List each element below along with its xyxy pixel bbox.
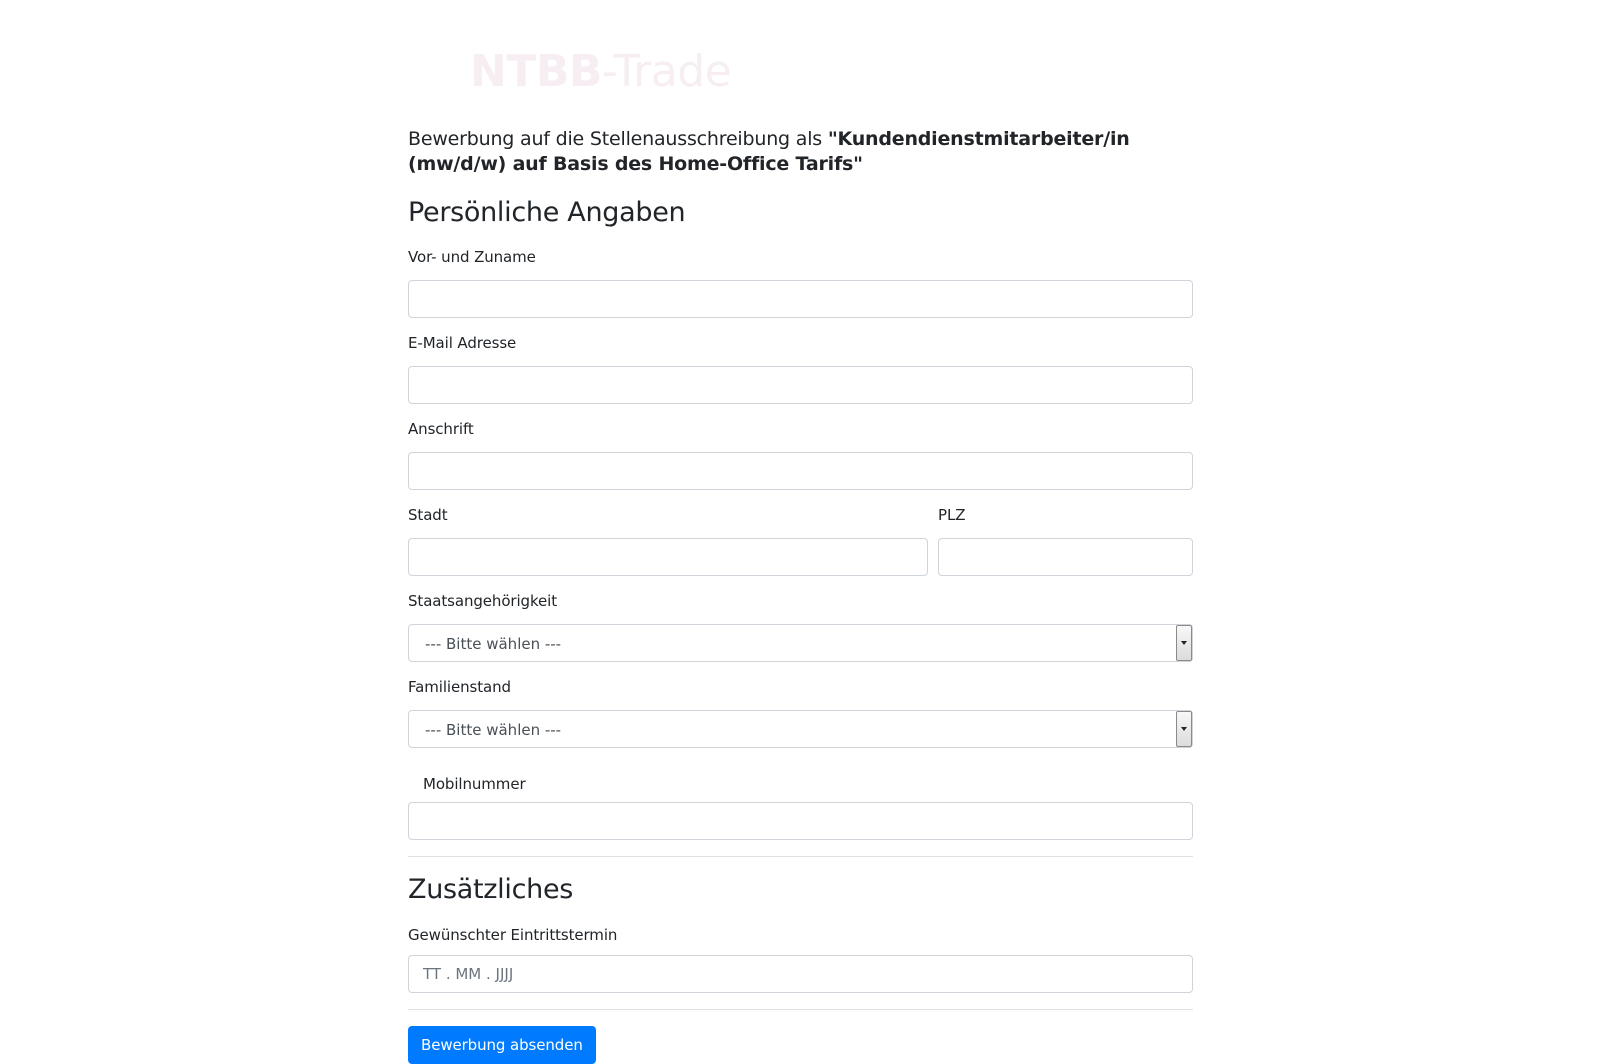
mobile-input[interactable] [408,802,1193,840]
nationality-dropdown-button[interactable] [1176,625,1192,661]
brand-logo [470,44,731,100]
logo-part-2: -Trade [601,46,732,97]
name-input[interactable] [408,280,1193,318]
marital-status-select-value: --- Bitte wählen --- [425,721,562,739]
marital-status-label: Familienstand [408,678,511,696]
submit-button[interactable]: Bewerbung absenden [408,1026,596,1064]
chevron-down-icon [1181,641,1187,645]
address-input[interactable] [408,452,1193,490]
marital-status-select[interactable] [408,710,1193,748]
start-date-label: Gewünschter Eintrittstermin [408,926,618,944]
name-label: Vor- und Zuname [408,248,536,266]
zip-label: PLZ [938,506,966,524]
address-label: Anschrift [408,420,474,438]
section-title-personal: Persönliche Angaben [408,197,686,228]
nationality-select-value: --- Bitte wählen --- [425,635,562,653]
nationality-label: Staatsangehörigkeit [408,592,558,610]
intro-prefix: Bewerbung auf die Stellenausschreibung als [408,128,828,150]
city-label: Stadt [408,506,448,524]
email-label: E-Mail Adresse [408,334,517,352]
form-divider [408,1009,1193,1010]
start-date-input[interactable] [408,955,1193,993]
section-title-additional: Zusätzliches [408,874,574,905]
chevron-down-icon [1181,727,1187,731]
zip-input[interactable] [938,538,1193,576]
nationality-select[interactable] [408,624,1193,662]
city-input[interactable] [408,538,928,576]
section-divider [408,856,1193,857]
mobile-label: Mobilnummer [423,775,526,793]
job-title: "Kundendienstmitarbeiter/in (mw/d/w) auf Basis des Home-Office Tarifs" [408,128,1130,175]
email-input[interactable] [408,366,1193,404]
logo-part-1: NTBB [470,46,602,97]
marital-status-dropdown-button[interactable] [1176,711,1192,747]
intro-text [408,127,1193,177]
